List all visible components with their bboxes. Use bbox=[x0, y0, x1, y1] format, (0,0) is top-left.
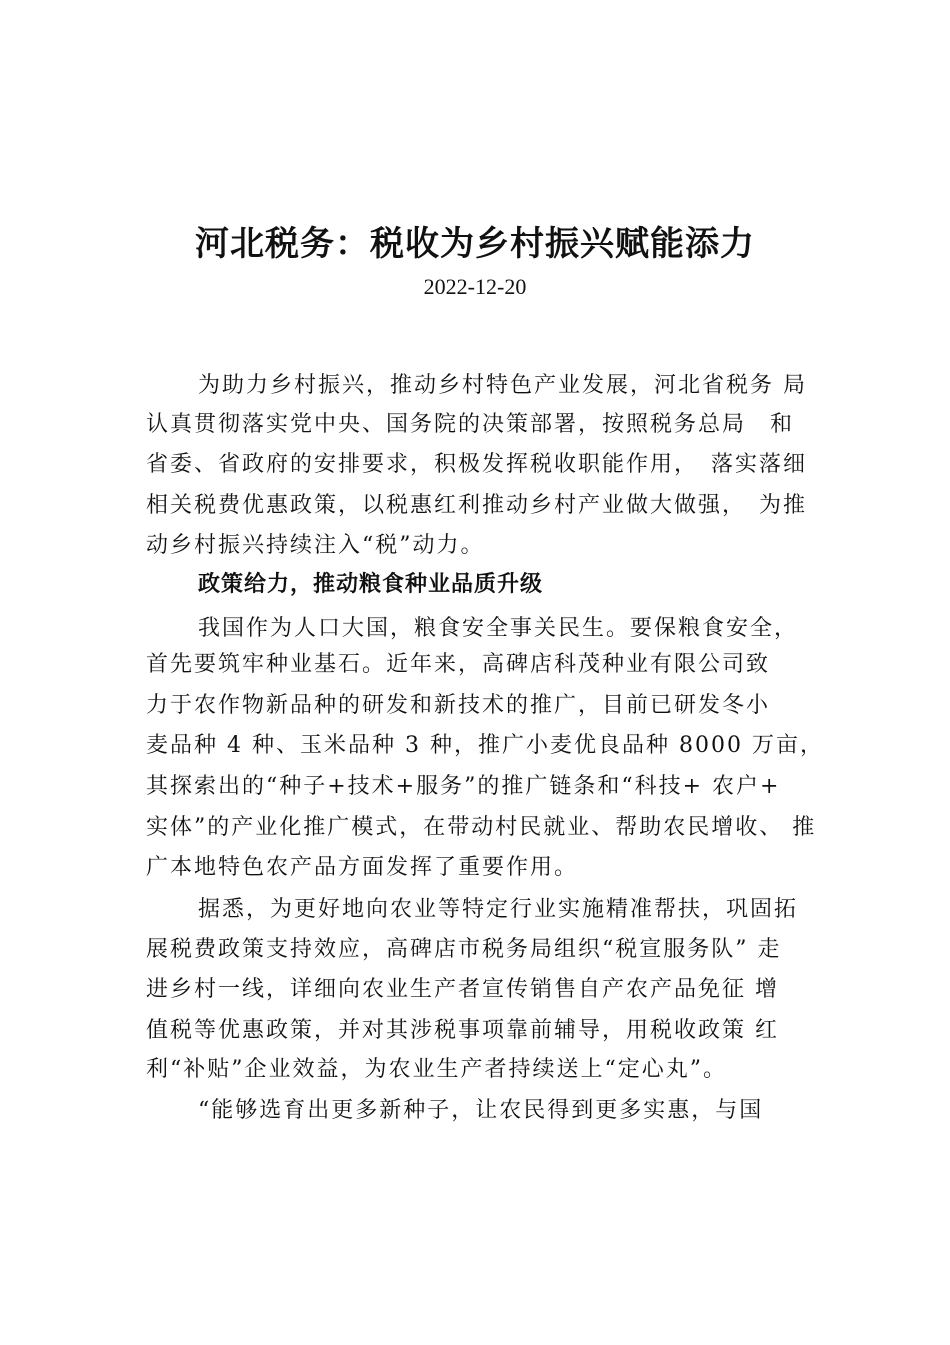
paragraph-3-line-4: 值税等优惠政策，并对其涉税事项靠前辅导，用税收政策 红 bbox=[146, 1018, 779, 1043]
paragraph-1-line-3: 省委、省政府的安排要求，积极发挥税收职能作用， 落实落细 bbox=[146, 452, 808, 477]
paragraph-3-line-1: 据悉，为更好地向农业等特定行业实施精准帮扶，巩固拓 bbox=[198, 897, 799, 922]
paragraph-3-line-2: 展税费政策支持效应，高碑店市税务局组织“税宣服务队” 走 bbox=[146, 937, 782, 962]
paragraph-3-line-5: 利“补贴”企业效益，为农业生产者持续送上“定心丸”。 bbox=[146, 1057, 727, 1082]
document-date: 2022-12-20 bbox=[423, 274, 527, 299]
paragraph-1-line-4: 相关税费优惠政策，以税惠红利推动乡村产业做大做强， 为推 bbox=[146, 493, 808, 518]
paragraph-3-line-3: 进乡村一线，详细向农业生产者宣传销售自产农产品免征 增 bbox=[146, 977, 779, 1002]
paragraph-2-line-6: 实体”的产业化推广模式，在带动村民就业、帮助农民增收、 推 bbox=[146, 815, 817, 840]
paragraph-4-line-1: “能够选育出更多新种子，让农民得到更多实惠，与国 bbox=[198, 1098, 764, 1123]
section-heading: 政策给力，推动粮食种业品质升级 bbox=[198, 572, 544, 597]
paragraph-2-line-2: 首先要筑牢种业基石。近年来，高碑店科茂种业有限公司致 bbox=[146, 652, 771, 677]
paragraph-2-line-7: 广本地特色农产品方面发挥了重要作用。 bbox=[146, 855, 579, 880]
paragraph-1-line-1: 为助力乡村振兴，推动乡村特色产业发展，河北省税务 局 bbox=[198, 373, 807, 398]
paragraph-2-line-5: 其探索出的“种子+技术+服务”的推广链条和“科技+ 农户+ bbox=[146, 774, 781, 799]
paragraph-1-line-5: 动乡村振兴持续注入“税”动力。 bbox=[146, 533, 485, 558]
document-title: 河北税务：税收为乡村振兴赋能添力 bbox=[195, 224, 755, 264]
paragraph-2-line-3: 力于农作物新品种的研发和新技术的推广，目前已研发冬小 bbox=[146, 693, 771, 718]
paragraph-2-line-1: 我国作为人口大国，粮食安全事关民生。要保粮食安全， bbox=[198, 616, 799, 641]
paragraph-1-line-2: 认真贯彻落实党中央、国务院的决策部署，按照税务总局 和 bbox=[146, 412, 795, 437]
paragraph-2-line-4: 麦品种 4 种、玉米品种 3 种，推广小麦优良品种 8000 万亩， bbox=[146, 733, 824, 758]
